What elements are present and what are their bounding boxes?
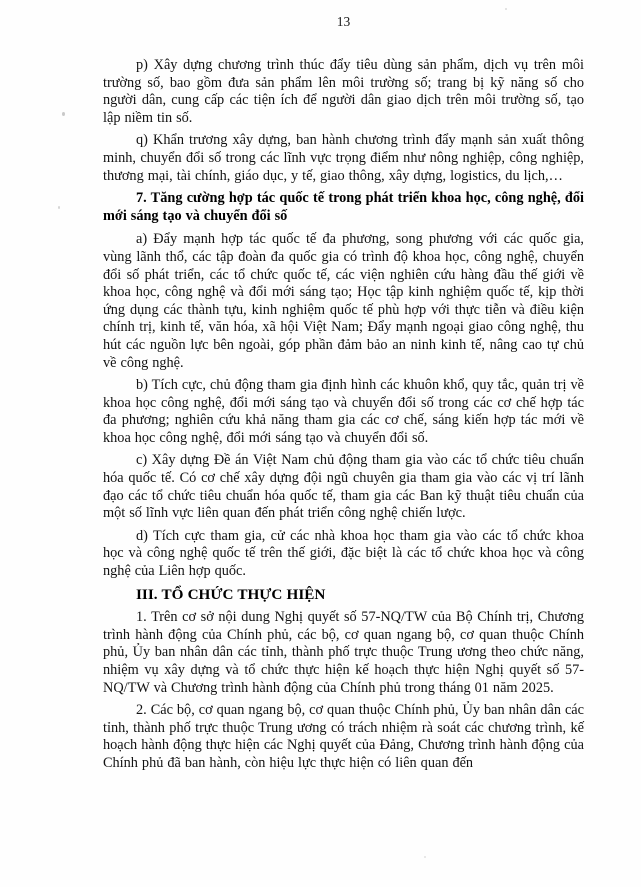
paragraph-1: 1. Trên cơ sở nội dung Nghị quyết số 57-NQ/TW của Bộ Chính trị, Chương trình hành động của Chính phủ, các bộ, cơ quan ngang bộ, cơ quan thuộc Chính phủ, Ủy ban nhân dân các tỉnh, thành phố trực thuộc Trung ương theo chức năng, nhiệm vụ xây dựng và tổ chức thực hiện kế hoạch thực hiện Nghị quyết số 57-NQ/TW và Chương trình hành động của Chính phủ trong tháng 01 năm 2025. — [103, 609, 584, 696]
scan-speck — [505, 8, 507, 10]
scan-speck — [62, 112, 65, 116]
scan-speck — [58, 206, 60, 209]
paragraph-c: c) Xây dựng Đề án Việt Nam chủ động tham gia vào các tổ chức tiêu chuẩn hóa quốc tế. Có cơ chế xây dựng đội ngũ chuyên gia tham gia vào các vị trí lãnh đạo các tổ chức tiêu chuẩn hóa quốc tế, tham gia các Ban kỹ thuật tiêu chuẩn của một số lĩnh vực liên quan đến phát triển công nghệ chiến lược. — [103, 452, 584, 522]
paragraph-2: 2. Các bộ, cơ quan ngang bộ, cơ quan thuộc Chính phủ, Ủy ban nhân dân các tỉnh, thành phố trực thuộc Trung ương có trách nhiệm rà soát các chương trình, kế hoạch hành động thực hiện các Nghị quyết của Đảng, Chương trình hành động của Chính phủ đã ban hành, còn hiệu lực thực hiện có liên quan đến — [103, 702, 584, 771]
section-heading-7: 7. Tăng cường hợp tác quốc tế trong phát triển khoa học, công nghệ, đổi mới sáng tạo và chuyển đổi số — [103, 190, 584, 224]
paragraph-b: b) Tích cực, chủ động tham gia định hình các khuôn khổ, quy tắc, quản trị về khoa học công nghệ, đổi mới sáng tạo và chuyển đổi số trong các cơ chế hợp tác đa phương; nghiên cứu khả năng tham gia các cơ chế, sáng kiến hợp tác mới về khoa học công nghệ, đổi mới sáng tạo và chuyển đổi số. — [103, 377, 584, 446]
document-body — [103, 57, 584, 778]
paragraph-q: q) Khẩn trương xây dựng, ban hành chương trình đẩy mạnh sản xuất thông minh, chuyển đổi số trong các lĩnh vực trọng điểm như nông nghiệp, công nghiệp, thương mại, tài chính, giáo dục, y tế, giao thông, xây dựng, logistics, du lịch,… — [103, 132, 584, 184]
paragraph-p: p) Xây dựng chương trình thúc đẩy tiêu dùng sản phẩm, dịch vụ trên môi trường số, bao gồm đưa sản phẩm lên môi trường số; trang bị kỹ năng số cho người dân, cung cấp các tiện ích để người dân giao dịch trên môi trường số, tạo lập niềm tin số. — [103, 57, 584, 126]
paragraph-a: a) Đẩy mạnh hợp tác quốc tế đa phương, song phương với các quốc gia, vùng lãnh thổ, các tập đoàn đa quốc gia có trình độ khoa học, công nghệ, chuyển đổi số phát triển, các tổ chức quốc tế, các viện nghiên cứu hàng đầu thế giới về khoa học, công nghệ và đổi mới sáng tạo; Học tập kinh nghiệm quốc tế, kịp thời ứng dụng các thành tựu, kinh nghiệm quốc tế phù hợp với thực tiễn và điều kiện chính trị, kinh tế, văn hóa, xã hội Việt Nam; Đẩy mạnh ngoại giao công nghệ, thu hút các nguồn lực bên ngoài, góp phần đảm bảo an ninh kinh tế, nâng cao tự chủ về công nghệ. — [103, 231, 584, 371]
scan-speck — [424, 856, 426, 858]
paragraph-d: d) Tích cực tham gia, cử các nhà khoa học tham gia vào các tổ chức khoa học và công nghệ quốc tế trên thế giới, đặc biệt là các tổ chức khoa học và công nghệ của Liên hợp quốc. — [103, 527, 584, 580]
section-heading-iii: III. TỔ CHỨC THỰC HIỆN — [136, 585, 326, 603]
page-number: 13 — [336, 14, 351, 29]
